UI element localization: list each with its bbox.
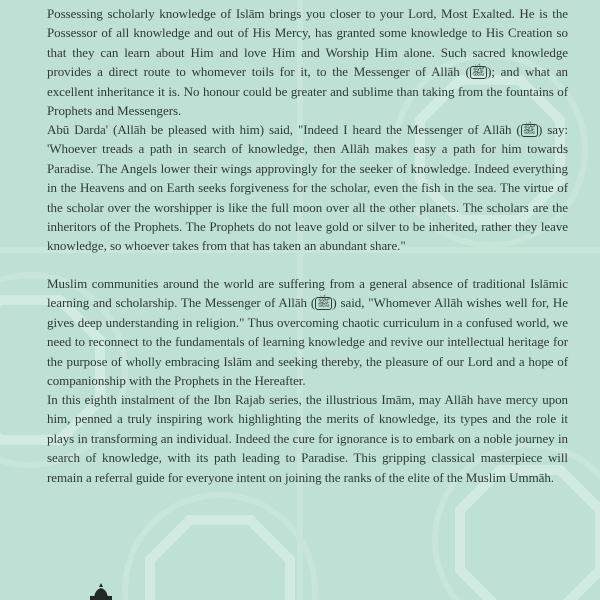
- paragraph-hadith: [47, 120, 568, 256]
- paragraph-introduction: [47, 4, 568, 120]
- text-segment: ); and what an excellent inheritance it is. No honour could be greater and sublime than taking from the fountains of Prophets and Messengers.: [47, 64, 568, 119]
- salawat-honorific-icon: ﷺ: [317, 297, 331, 310]
- salawat-honorific-icon: ﷺ: [471, 66, 486, 79]
- paragraph-communities: [47, 274, 568, 390]
- text-segment: In this eighth instalment of the Ibn Rajab series, the illustrious Imām, may Allāh have mercy upon him, penned a truly inspiring work highlighting the merits of knowledge, its types and the role it plays in transforming an individual. Indeed the cure for ignorance is to embark on a noble journey in search of knowledge, with its path leading to Paradise. This gripping classical masterpiece will remain a referral guide for everyone intent on joining the ranks of the elite of the Muslim Ummāh.: [47, 392, 568, 485]
- text-segment: Muslim communities around the world are suffering from a general absence of traditional Islāmic learning and scholarship. The Messenger of Allāh (: [47, 276, 568, 311]
- text-segment: Abū Darda' (Allāh be pleased with him) said, "Indeed I heard the Messenger of Allāh (: [47, 122, 521, 137]
- text-segment: Possessing scholarly knowledge of Islām brings you closer to your Lord, Most Exalted. He is the Possessor of all knowledge and out of His Mercy, has granted some knowledge to His Creation so that they can learn about Him and love Him and Worship Him alone. Such sacred knowledge provides a direct route to whomever toils for it, to the Messenger of Allāh (: [47, 6, 568, 80]
- salawat-honorific-icon: ﷺ: [522, 124, 536, 136]
- text-segment: ) say: 'Whoever treads a path in search of knowledge, then Allāh makes easy a path for him towards Paradise. The Angels lower their wings approvingly for the seeker of knowledge. Indeed everything in the Heavens and on Earth seeks forgiveness for the scholar, even the fish in the sea. The virtue of the scholar over the worshipper is like the full moon over all the other planets. The scholars are the inheritors of the Prophets. The Prophets do not leave gold or silver to be inherited, rather they leave knowledge, so whoever takes from that has taken an abundant share.": [47, 122, 568, 254]
- paragraph-ibn-rajab-series: [47, 390, 568, 487]
- text-segment: ) said, "Whomever Allāh wishes well for, He gives deep understanding in religion." Thus overcoming chaotic curriculum in a confused world, we need to reconnect to the fundamentals of learning knowledge and revive our intellectual heritage for the purpose of wholly embracing Islām and seeking thereby, the pleasure of our Lord and a hope of companionship with the Prophets in the Hereafter.: [47, 295, 568, 389]
- publisher-logo-icon: [86, 582, 116, 600]
